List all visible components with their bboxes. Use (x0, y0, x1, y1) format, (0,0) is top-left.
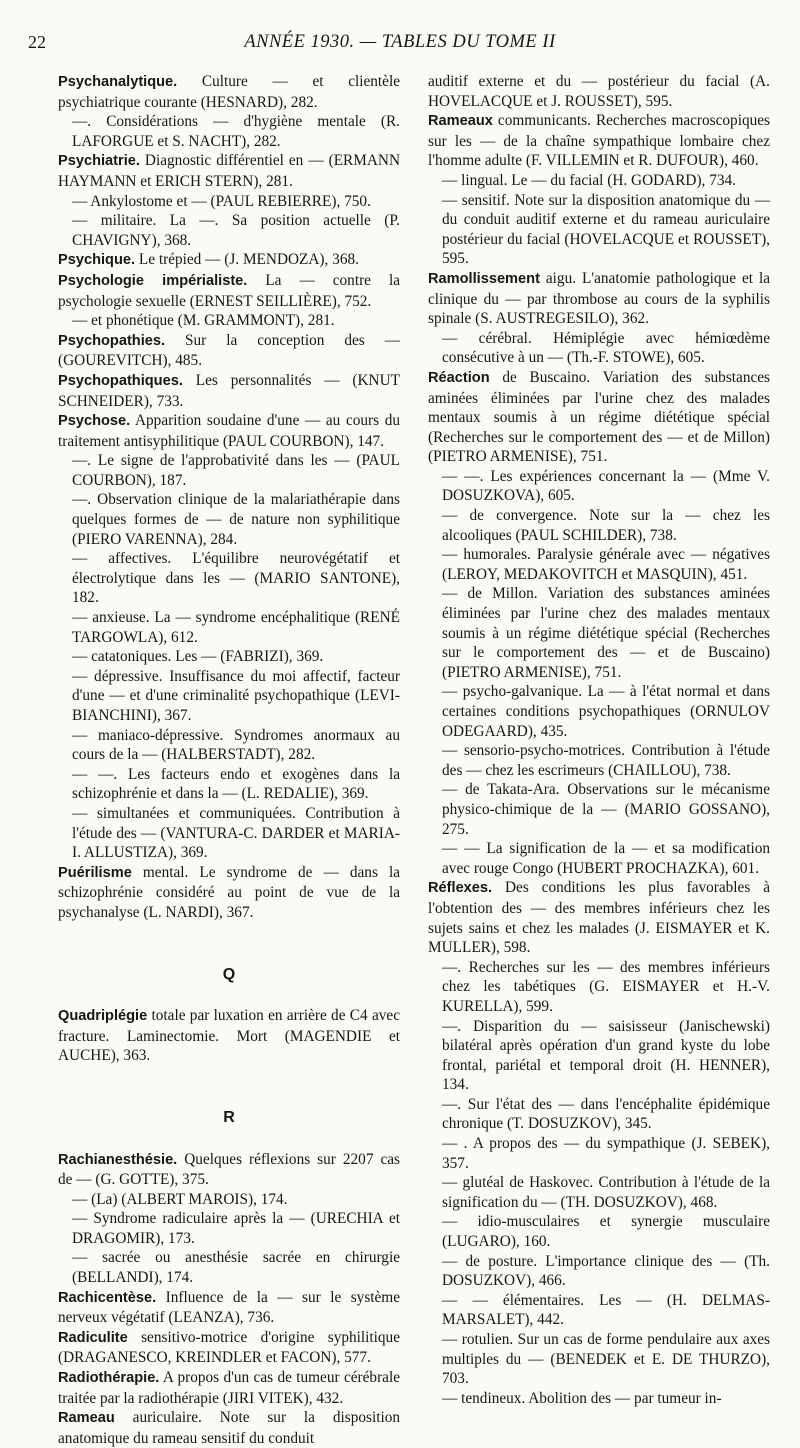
entry-headword: Psychanalytique. (58, 74, 178, 90)
entry-headword: Radiothérapie. (58, 1370, 160, 1387)
index-subentry (428, 584, 770, 682)
index-subentry (428, 741, 770, 780)
index-subentry (428, 958, 770, 1017)
entry-headword: Psychologie impérialiste. (58, 272, 248, 289)
index-entry (58, 371, 400, 411)
entry-text: — —. Les expériences concernant la — (Mme V. DOSUZKOVA), 605. (442, 467, 770, 505)
entry-text: totale par luxation en arrière de C4 avec fracture. Laminectomie. Mort (MAGENDIE et AUCHE), 363. (58, 1007, 400, 1065)
index-entry (58, 411, 400, 451)
running-head (28, 32, 772, 58)
index-subentry (428, 1252, 770, 1291)
entry-text: A propos d'un cas de tumeur cérébrale traitée par la radiothérapie (JIRI VITEK), 432. (58, 1369, 400, 1407)
entry-text: Apparition soudaine d'une — au cours du traitement antisyphilitique (PAUL COURBON), 147. (58, 412, 400, 450)
entry-text: —. Disparition du — saisisseur (Janischewski) bilatéral après opération d'un grand kyste du lobe frontal, pariétal et temporal droit (H. HENNER), 134. (442, 1017, 770, 1094)
entry-text: — sensorio-psycho-motrices. Contribution à l'étude des — chez les escrimeurs (CHAILLOU), 738. (442, 742, 770, 779)
index-subentry (428, 1389, 770, 1409)
entry-text: Sur la conception des — (GOUREVITCH), 485. (58, 331, 400, 370)
running-title: ANNÉE 1930. — TABLES DU TOME II (244, 32, 556, 52)
entry-text: — — La signification de la — et sa modification avec rouge Congo (HUBERT PROCHAZKA), 601. (442, 840, 770, 877)
entry-text: — militaire. La —. Sa position actuelle (P. CHAVIGNY), 368. (72, 212, 400, 249)
index-subentry (428, 467, 770, 506)
entry-text: —. Considérations — d'hygiène mentale (R. LAFORGUE et S. NACHT), 282. (72, 113, 400, 150)
entry-text: mental. Le syndrome de — dans la schizophrénie considéré au point de vue de la psychanalyse (L. NARDI), 367. (58, 863, 400, 921)
entry-text: Culture — et clientèle psychiatrique courante (HESNARD), 282. (58, 73, 400, 111)
entry-headword: Rameau (58, 1410, 115, 1427)
index-entry (58, 1288, 400, 1328)
index-entry (58, 1408, 400, 1448)
entry-text: —. Observation clinique de la malariathérapie dans quelques formes de — de nature non syphilitique (PIERO VARENNA), 284. (72, 491, 400, 548)
entry-text: auditif externe et du — postérieur du facial (A. HOVELACQUE et J. ROUSSET), 595. (428, 73, 770, 110)
entry-text: — dépressive. Insuffisance du moi affectif, facteur d'une — et d'une criminalité psychopathique (LEVI-BIANCHINI), 367. (72, 667, 400, 724)
index-entry (58, 1368, 400, 1408)
index-entry (58, 1006, 400, 1066)
index-subentry (428, 682, 770, 741)
entry-text: —. Recherches sur les — des membres inférieurs chez les tabétiques (G. EISMAYER et H.-V. KURELLA), 599. (442, 958, 770, 1015)
entry-text: — sacrée ou anesthésie sacrée en chirurgie (BELLANDI), 174. (72, 1249, 400, 1287)
index-entry (58, 331, 400, 371)
entry-text: — maniaco-dépressive. Syndromes anormaux au cours de la — (HALBERSTADT), 282. (72, 726, 400, 764)
entry-text: — rotulien. Sur un cas de forme pendulaire aux axes multiples du — (BENEDEK et E. DE THURZO), 703. (442, 1331, 770, 1388)
index-subentry (428, 545, 770, 584)
entry-text: — simultanées et communiquées. Contribution à l'étude des — (VANTURA-C. DARDER et MARIA-I. ALLUSTIZA), 369. (72, 804, 400, 862)
index-subentry (58, 1209, 400, 1248)
index-entry (58, 863, 400, 923)
index-subentry (58, 765, 400, 804)
entry-headword: Psychose. (58, 413, 131, 430)
entry-text: Des conditions les plus favorables à l'obtention des — des membres inférieurs chez les sujets sains et chez les malades (J. EISMAYER et K. MULLER), 598. (428, 879, 770, 957)
index-subentry (428, 1212, 770, 1251)
index-subentry (58, 647, 400, 667)
index-subentry (428, 780, 770, 839)
left-column (58, 72, 400, 1448)
index-subentry (428, 1095, 770, 1134)
entry-headword: Rachianesthésie. (58, 1151, 178, 1168)
index-subentry (58, 804, 400, 863)
entry-headword: Psychopathiques. (58, 372, 183, 389)
page-number: 22 (28, 32, 46, 52)
entry-text: — Syndrome radiculaire après la — (URECHIA et DRAGOMIR), 173. (72, 1210, 400, 1247)
entry-text: Diagnostic différentiel en — (ERMANN HAYMANN et ERICH STERN), 281. (58, 152, 400, 190)
entry-text: — . A propos des — du sympathique (J. SEBEK), 357. (442, 1135, 770, 1172)
index-subentry (58, 192, 400, 212)
entry-text: sensitivo-motrice d'origine syphilitique (DRAGANESCO, KREINDLER et FACON), 577. (58, 1328, 400, 1367)
index-entry (428, 72, 770, 111)
entry-text: — affectives. L'équilibre neurovégétatif et électrolytique dans les — (MARIO SANTONE), 182. (72, 550, 400, 607)
entry-text: —. Le signe de l'approbativité dans les — (PAUL COURBON), 187. (72, 452, 400, 489)
entry-text: — catatoniques. Les — (FABRIZI), 369. (72, 648, 324, 666)
entry-text: — tendineux. Abolition des — par tumeur in- (442, 1389, 722, 1407)
index-entry (58, 250, 400, 271)
entry-text: — psycho-galvanique. La — à l'état normal et dans certaines conditions psychopathiques (ORNULOV ODEGAARD), 435. (442, 683, 770, 740)
index-subentry (58, 549, 400, 608)
entry-text: — (La) (ALBERT MAROIS), 174. (72, 1190, 288, 1208)
entry-text: — de Millon. Variation des substances aminées éliminées par l'urine chez des malades mentaux soumis à un régime diététique spécial (Recherches sur le comportement des — et de Buscaino) (PIETRO ARMENISE), 751. (442, 585, 770, 681)
entry-headword: Radiculite (58, 1329, 128, 1346)
entry-headword: Réflexes. (428, 880, 493, 897)
entry-text: auriculaire. Note sur la disposition anatomique du rameau sensitif du conduit (58, 1409, 400, 1447)
entry-text: — idio-musculaires et synergie musculaire (LUGARO), 160. (442, 1213, 770, 1251)
entry-text: — cérébral. Hémiplégie avec hémiœdème consécutive à un — (Th.-F. STOWE), 605. (442, 329, 770, 367)
index-subentry (58, 311, 400, 331)
entry-headword: Puérilisme (58, 864, 132, 881)
entry-text: communicants. Recherches macroscopiques sur les — de la chaîne sympathique lombaire chez l'homme adulte (F. VILLEMIN et R. DUFOUR), 460. (428, 112, 770, 170)
entry-text: — sensitif. Note sur la disposition anatomique du — du conduit auditif externe et du rameau auriculaire postérieur du facial (HOVELACQUE et ROUSSET), 595. (442, 191, 770, 268)
entry-text: — de Takata-Ara. Observations sur le mécanisme physico-chimique de la — (MARIO GOSSANO), 275. (442, 781, 770, 838)
index-subentry (58, 608, 400, 647)
index-subentry (58, 667, 400, 726)
index-subentry (428, 191, 770, 269)
entry-text: — lingual. Le — du facial (H. GODARD), 734. (442, 171, 736, 189)
entry-text: — glutéal de Haskovec. Contribution à l'étude de la signification du — (TH. DOSUZKOV), 468. (442, 1174, 770, 1211)
index-subentry (428, 1134, 770, 1173)
index-subentry (428, 329, 770, 368)
entry-text: — anxieuse. La — syndrome encéphalitique (RENÉ TARGOWLA), 612. (72, 609, 400, 646)
entry-headword: Réaction (428, 369, 490, 386)
index-subentry (428, 506, 770, 545)
index-entry (428, 111, 770, 171)
entry-text: —. Sur l'état des — dans l'encéphalite épidémique chronique (T. DOSUZKOV), 345. (442, 1095, 770, 1133)
index-entry (428, 269, 770, 329)
section-letter: Q (222, 965, 236, 983)
index-entry (428, 878, 770, 957)
entry-text: Quelques réflexions sur 2207 cas de — (G. GOTTE), 375. (58, 1150, 400, 1189)
entry-headword: Ramollissement (428, 270, 540, 287)
index-entry (58, 271, 400, 311)
index-subentry (428, 1017, 770, 1095)
entry-text: Influence de la — sur le système nerveux végétatif (LEANZA), 736. (58, 1288, 400, 1327)
entry-headword: Psychopathies. (58, 332, 166, 349)
entry-text: aigu. L'anatomie pathologique et la clinique du — par thrombose au cours de la syphilis spinale (S. AUSTREGESILO), 362. (428, 269, 770, 328)
entry-headword: Quadriplégie (58, 1008, 148, 1025)
index-subentry (58, 112, 400, 151)
index-subentry (58, 211, 400, 250)
entry-text: — — élémentaires. Les — (H. DELMAS-MARSALET), 442. (442, 1291, 770, 1329)
index-subentry (58, 726, 400, 765)
index-subentry (428, 1330, 770, 1389)
index-entry (58, 72, 400, 112)
index-subentry (58, 1190, 400, 1210)
entry-text: — de convergence. Note sur la — chez les alcooliques (PAUL SCHILDER), 738. (442, 507, 770, 544)
index-subentry (58, 1248, 400, 1287)
index-entry (58, 151, 400, 191)
entry-text: — humorales. Paralysie générale avec — négatives (LEROY, MEDAKOVITCH et MASQUIN), 451. (442, 546, 770, 583)
entry-text: — de posture. L'importance clinique des — (Th. DOSUZKOV), 466. (442, 1252, 770, 1290)
entry-text: Le trépied — (J. MENDOZA), 368. (135, 251, 359, 269)
index-subentry (428, 171, 770, 191)
entry-text: — Ankylostome et — (PAUL REBIERRE), 750. (72, 192, 371, 210)
index-subentry (428, 1173, 770, 1212)
entry-headword: Rameaux (428, 113, 493, 130)
index-entry (58, 1328, 400, 1368)
index-subentry (58, 490, 400, 549)
entry-text: La — contre la psychologie sexuelle (ERNEST SEILLIÈRE), 752. (58, 271, 400, 310)
entry-headword: Psychiatrie. (58, 153, 140, 170)
entry-text: — —. Les facteurs endo et exogènes dans la schizophrénie et dans la — (L. REDALIE), 369. (72, 765, 400, 803)
entry-text: — et phonétique (M. GRAMMONT), 281. (72, 312, 335, 330)
index-subentry (58, 451, 400, 490)
entry-headword: Rachicentèse. (58, 1289, 157, 1306)
index-subentry (428, 1291, 770, 1330)
index-entry (428, 368, 770, 467)
index-subentry (428, 839, 770, 878)
entry-text: de Buscaino. Variation des substances aminées éliminées par l'urine chez des malades mentaux soumis à un régime diététique spécial (Recherches sur le comportement des — et de Millon) (PIETRO ARMENISE), 751. (428, 368, 770, 466)
section-letter: R (223, 1108, 235, 1126)
entry-headword: Psychique. (58, 252, 136, 269)
index-entry (58, 1150, 400, 1190)
entry-text: Les personnalités — (KNUT SCHNEIDER), 733. (58, 371, 400, 410)
right-column (428, 72, 770, 1408)
